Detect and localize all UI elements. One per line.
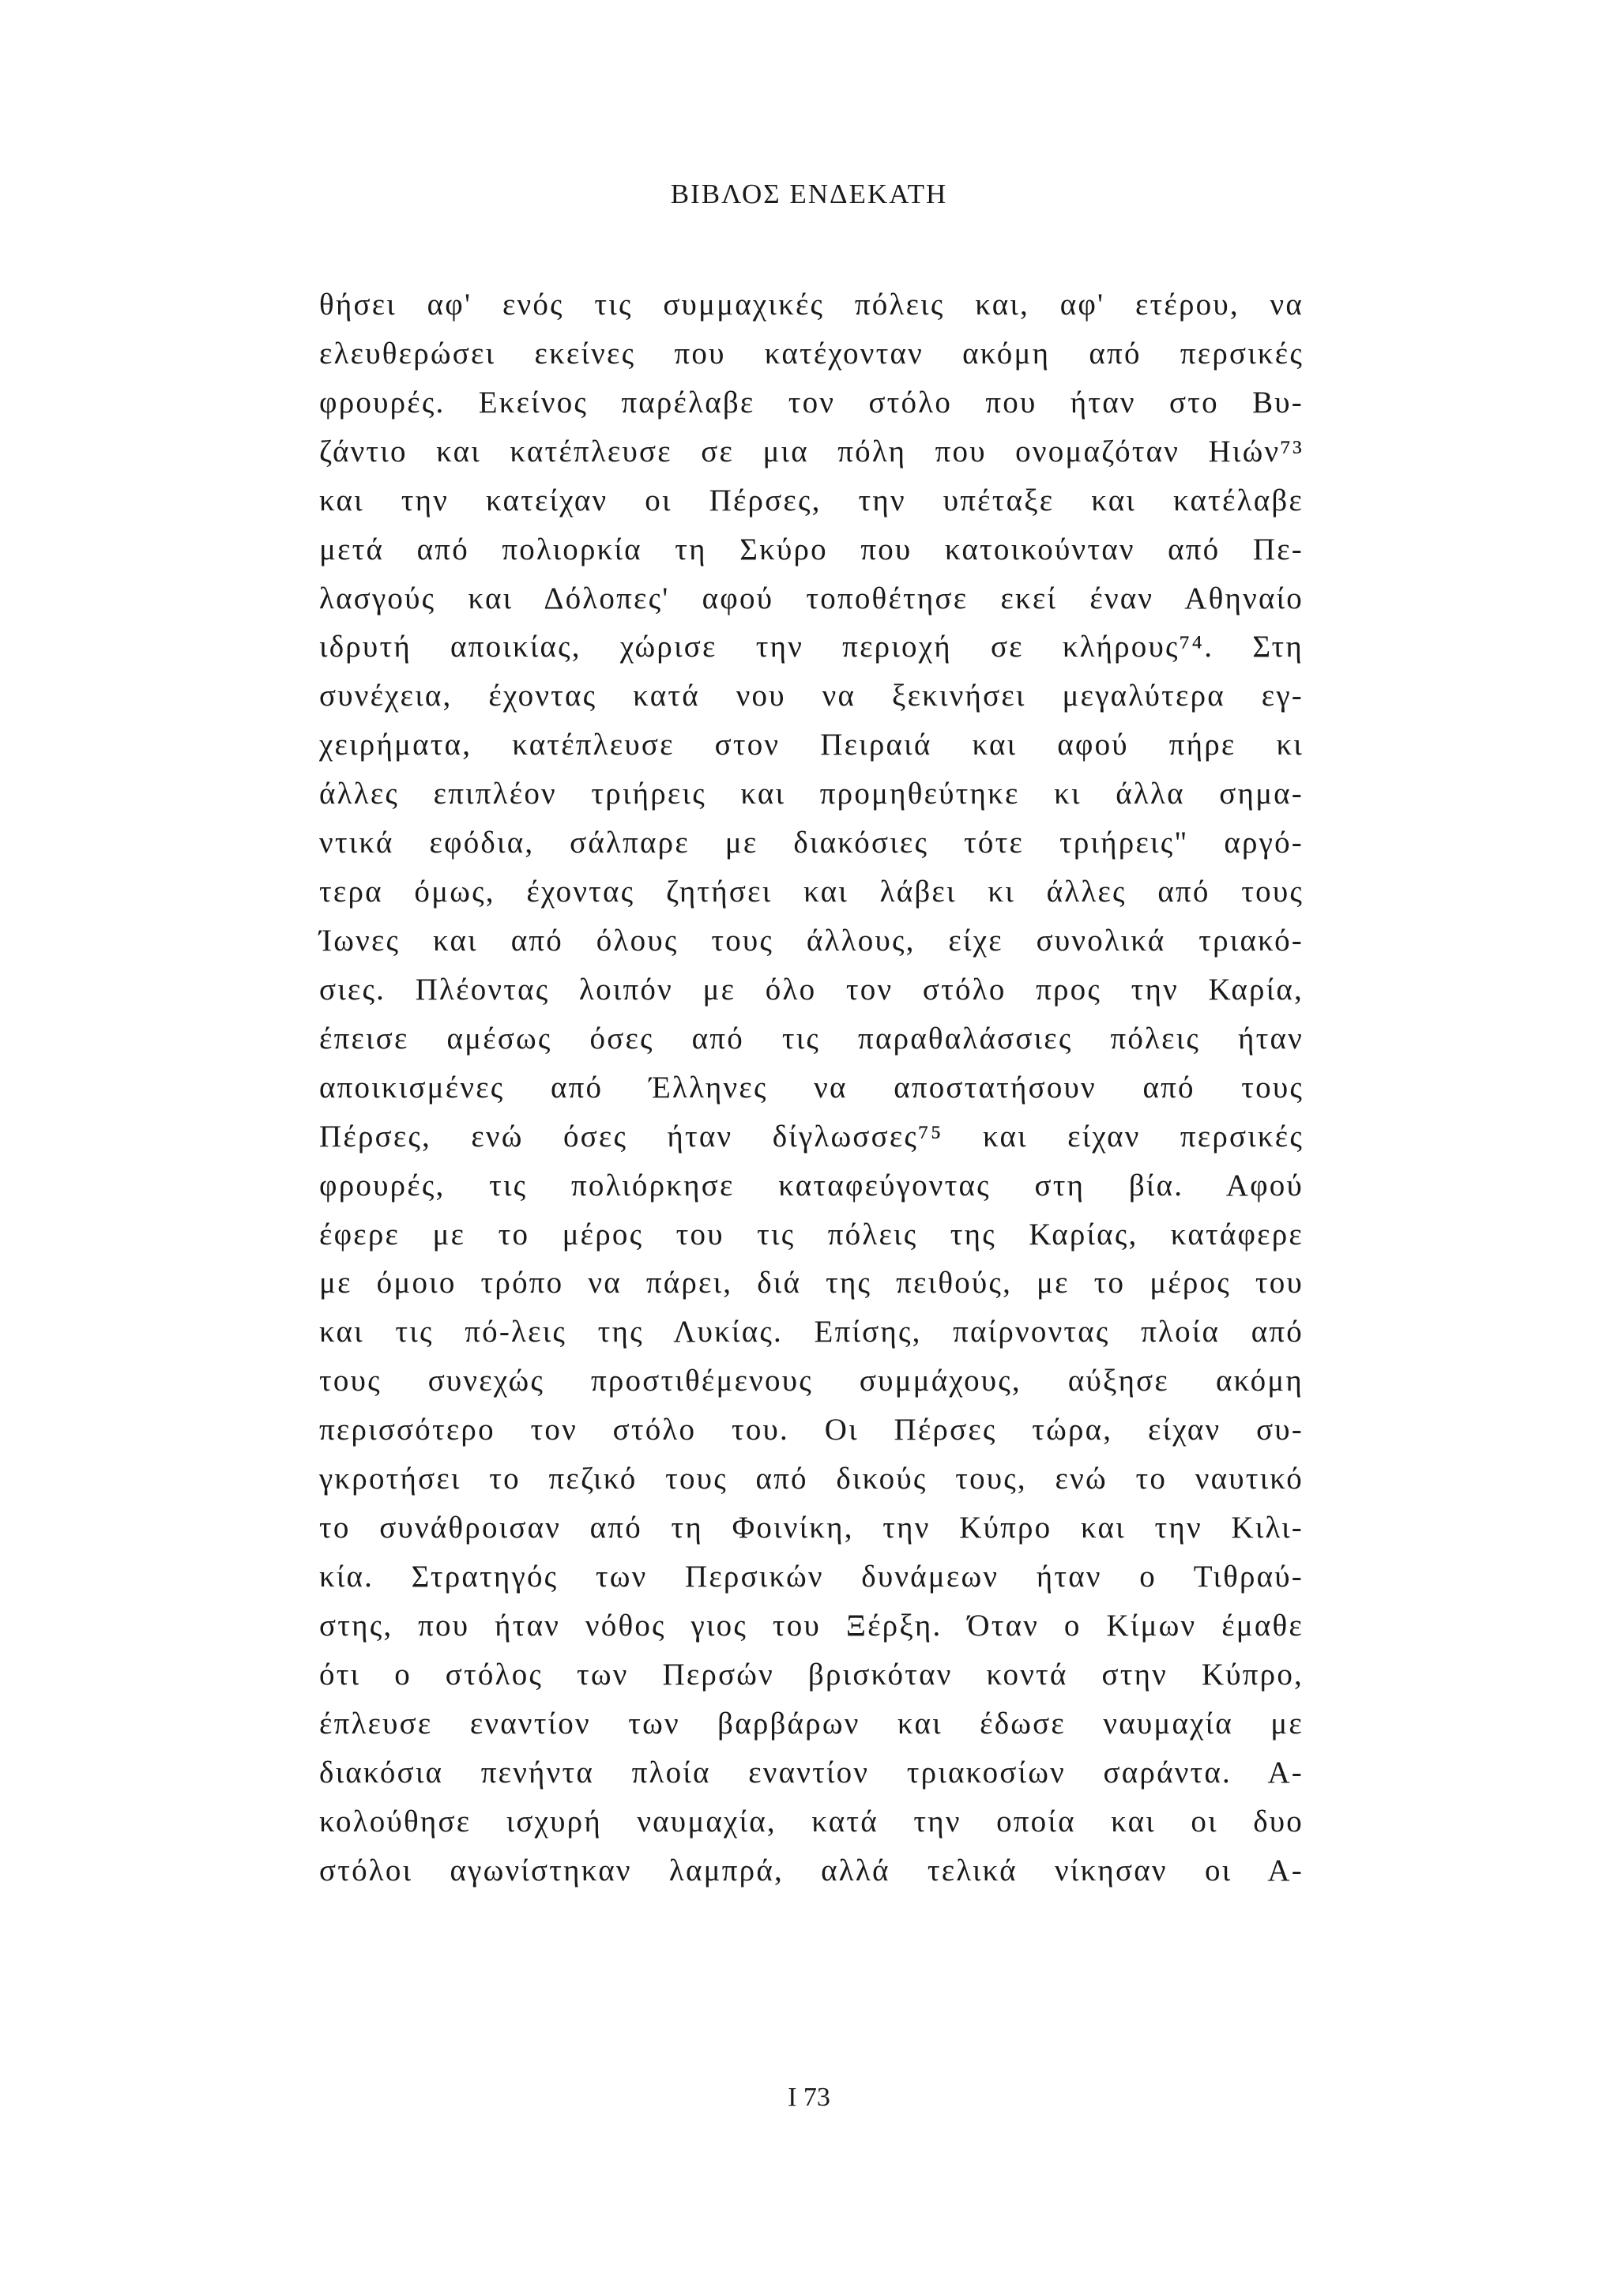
text-line: και τις πό-λεις της Λυκίας. Επίσης, παίρνοντας πλοία από xyxy=(319,1315,1304,1349)
text-line: θήσει αφ' ενός τις συμμαχικές πόλεις και, αφ' ετέρου, να xyxy=(319,288,1304,322)
text-line: φρουρές, τις πολιόρκησε καταφεύγοντας στη βία. Αφού xyxy=(319,1168,1304,1203)
text-line: σιες. Πλέοντας λοιπόν με όλο τον στόλο προς την Καρία, xyxy=(319,972,1304,1007)
text-line: περισσότερο τον στόλο του. Οι Πέρσες τώρα, είχαν συ- xyxy=(319,1413,1304,1447)
text-line: διακόσια πενήντα πλοία εναντίον τριακοσίων σαράντα. Α- xyxy=(319,1755,1304,1790)
text-line: γκροτήσει το πεζικό τους από δικούς τους, ενώ το ναυτικό xyxy=(319,1462,1304,1496)
text-line: ελευθερώσει εκείνες που κατέχονταν ακόμη από περσικές xyxy=(319,336,1304,371)
text-line: και την κατείχαν οι Πέρσες, την υπέταξε και κατέλαβε xyxy=(319,483,1304,518)
text-line: ντικά εφόδια, σάλπαρε με διακόσιες τότε τριήρεις" αργό- xyxy=(319,826,1304,860)
text-line: αποικισμένες από Έλληνες να αποστατήσουν από τους xyxy=(319,1070,1304,1105)
running-title: ΒΙΒΛΟΣ ΕΝΔΕΚΑΤΗ xyxy=(670,179,948,209)
body-text xyxy=(319,280,1304,1895)
text-line: κολούθησε ισχυρή ναυμαχία, κατά την οποία και οι δυο xyxy=(319,1804,1304,1839)
page-number: Ι 73 xyxy=(788,2083,830,2112)
text-line: το συνάθροισαν από τη Φοινίκη, την Κύπρο και την Κιλι- xyxy=(319,1511,1304,1545)
text-line: έπλευσε εναντίον των βαρβάρων και έδωσε ναυμαχία με xyxy=(319,1706,1304,1741)
text-line: φρουρές. Εκείνος παρέλαβε τον στόλο που ήταν στο Βυ- xyxy=(319,385,1304,420)
text-line: ότι ο στόλος των Περσών βρισκόταν κοντά στην Κύπρο, xyxy=(319,1657,1304,1692)
text-line: Πέρσες, ενώ όσες ήταν δίγλωσσες⁷⁵ και είχαν περσικές xyxy=(319,1119,1304,1154)
text-line: έπεισε αμέσως όσες από τις παραθαλάσσιες πόλεις ήταν xyxy=(319,1021,1304,1056)
text-line: λασγούς και Δόλοπες' αφού τοποθέτησε εκεί έναν Αθηναίο xyxy=(319,581,1304,615)
text-line: συνέχεια, έχοντας κατά νου να ξεκινήσει μεγαλύτερα εγ- xyxy=(319,679,1304,713)
text-line: με όμοιο τρόπο να πάρει, διά της πειθούς, με το μέρος του xyxy=(319,1266,1304,1300)
text-line: άλλες επιπλέον τριήρεις και προμηθεύτηκε κι άλλα σημα- xyxy=(319,777,1304,811)
text-line: μετά από πολιορκία τη Σκύρο που κατοικούνταν από Πε- xyxy=(319,532,1304,566)
text-line: Ίωνες και από όλους τους άλλους, είχε συνολικά τριακό- xyxy=(319,923,1304,958)
text-line: χειρήματα, κατέπλευσε στον Πειραιά και αφού πήρε κι xyxy=(319,728,1304,762)
text-line: ζάντιο και κατέπλευσε σε μια πόλη που ονομαζόταν Ηιών⁷³ xyxy=(319,434,1304,469)
text-line: ιδρυτή αποικίας, χώρισε την περιοχή σε κλήρους⁷⁴. Στη xyxy=(319,630,1304,664)
text-line: τους συνεχώς προστιθέμενους συμμάχους, αύξησε ακόμη xyxy=(319,1364,1304,1398)
text-line: έφερε με το μέρος του τις πόλεις της Καρίας, κατάφερε xyxy=(319,1217,1304,1252)
text-line: στης, που ήταν νόθος γιος του Ξέρξη. Όταν ο Κίμων έμαθε xyxy=(319,1608,1304,1643)
text-line: στόλοι αγωνίστηκαν λαμπρά, αλλά τελικά νίκησαν οι Α- xyxy=(319,1853,1304,1888)
text-line: τερα όμως, έχοντας ζητήσει και λάβει κι άλλες από τους xyxy=(319,875,1304,909)
text-line: κία. Στρατηγός των Περσικών δυνάμεων ήταν ο Τιθραύ- xyxy=(319,1559,1304,1594)
